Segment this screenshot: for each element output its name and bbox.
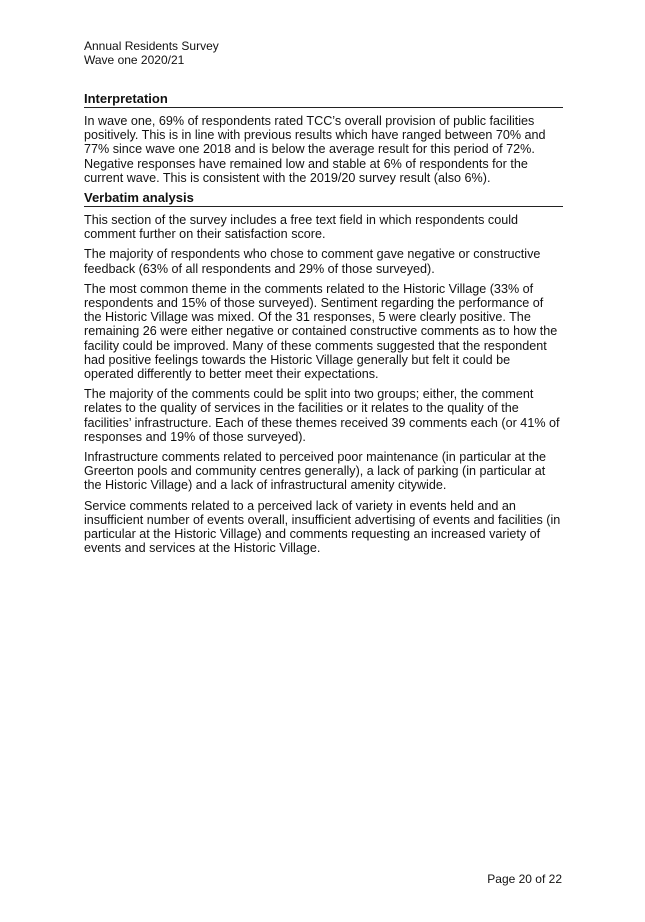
paragraph: The most common theme in the comments related to the Historic Village (33% of respondents and 15% of those surveyed). Sentiment regarding the performance of the Historic Village was mixed. Of the 31 responses, 5 were clearly positive. The remaining 26 were either negative or contained constructive comments as to how the facility could be improved. Many of these comments suggested that the respondent had positive feelings towards the Historic Village generally but felt it could be operated differently to better meet their expectations. bbox=[84, 281, 558, 382]
paragraph: The majority of respondents who chose to comment gave negative or constructive feedback (63% of all respondents and 29% of those surveyed). bbox=[84, 247, 541, 276]
page-number: Page 20 of 22 bbox=[487, 872, 562, 886]
document-body bbox=[84, 92, 563, 561]
paragraph: In wave one, 69% of respondents rated TCC’s overall provision of public facilities positively. This is in line with previous results which have ranged between 70% and 77% since wave one 2018 and is below the average result for this period of 72%. Negative responses have remained low and stable at 6% of respondents for the current wave. This is consistent with the 2019/20 survey result (also 6%). bbox=[84, 114, 546, 185]
report-subtitle: Wave one 2020/21 bbox=[84, 53, 185, 67]
report-title: Annual Residents Survey bbox=[84, 39, 219, 53]
paragraph: Infrastructure comments related to perceived poor maintenance (in particular at the Greerton pools and community centres generally), a lack of parking (in particular at the Historic Village) and a lack of infrastructural amenity citywide. bbox=[84, 450, 547, 493]
page-header bbox=[84, 39, 219, 67]
paragraph: This section of the survey includes a free text field in which respondents could comment further on their satisfaction score. bbox=[84, 213, 519, 242]
section-heading: Interpretation bbox=[84, 92, 563, 108]
section-interpretation bbox=[84, 92, 563, 185]
paragraph: Service comments related to a perceived lack of variety in events held and an insufficient number of events overall, insufficient advertising of events and facilities (in particular at the Historic Village) and comments requesting an increased variety of events and services at the Historic Village. bbox=[84, 498, 561, 556]
section-verbatim-analysis bbox=[84, 191, 563, 555]
paragraph: The majority of the comments could be split into two groups; either, the comment relates to the quality of services in the facilities or it relates to the quality of the facilities’ infrastructure. Each of these themes received 39 comments each (or 41% of responses and 19% of those surveyed). bbox=[84, 387, 560, 444]
section-heading: Verbatim analysis bbox=[84, 191, 563, 207]
